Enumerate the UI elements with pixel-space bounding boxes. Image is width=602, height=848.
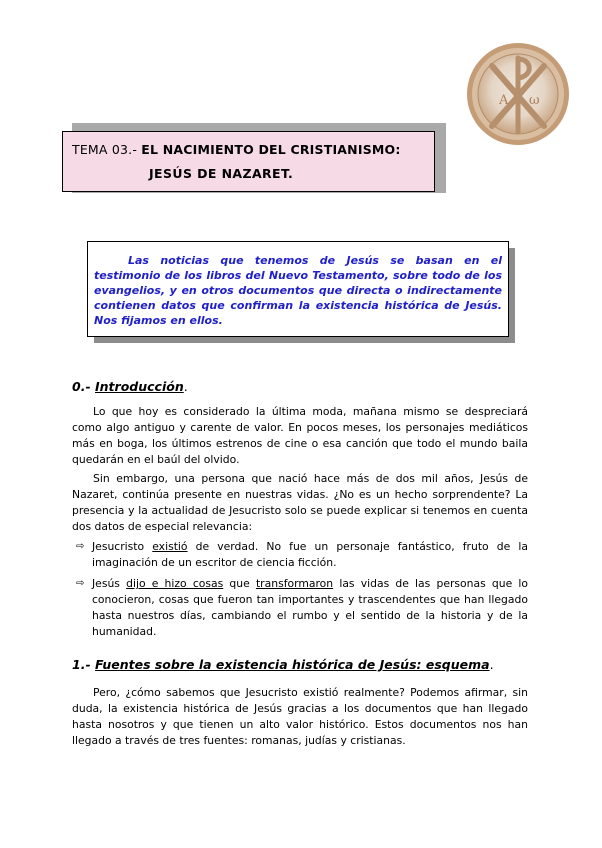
intro-text: Las noticias que tenemos de Jesús se basan en el testimonio de los libros del Nuevo Testamento, sobre todo de los evangelios, y en otros documentos que directa o indirectamente contienen datos que confirman la existencia histórica de Jesús. Nos fijamos en ellos. <box>94 254 502 327</box>
section-title: Fuentes sobre la existencia histórica de Jesús: esquema <box>95 657 490 672</box>
list-item <box>72 576 528 640</box>
alpha-letter: A <box>499 93 509 108</box>
section-number: 0.- <box>72 379 91 394</box>
list-item-text <box>92 539 528 571</box>
text-span: las vidas de las personas que lo conocieron, cosas que fueron tan importantes y trascendentes que han llegado hasta nuestros días, cambiando el rumbo y el sentido de la historia y de la humanidad. <box>92 577 529 638</box>
intro-box <box>87 241 509 337</box>
paragraph: Lo que hoy es considerado la última moda, mañana mismo se despreciará como algo antiguo y carente de valor. En pocos meses, los personajes mediáticos más en boga, los últimos estrenos de cine o esa canción que todo el mundo baila quedarán en el baúl del olvido. <box>72 405 528 466</box>
section-heading-introduccion <box>72 379 188 394</box>
paragraph: Sin embargo, una persona que nació hace más de dos mil años, Jesús de Nazaret, continúa presente en nuestras vidas. ¿No es un hecho sorprendente? La presencia y la actualidad de Jesucristo solo se puede explicar si tenemos en cuenta dos datos de especial relevancia: <box>72 472 528 533</box>
list-item-text <box>92 576 528 640</box>
section-heading-fuentes <box>72 657 494 672</box>
topic-prefix: TEMA 03.- <box>72 142 138 157</box>
section-number: 1.- <box>72 657 91 672</box>
paragraph: Pero, ¿cómo sabemos que Jesucristo existió realmente? Podemos afirmar, sin duda, la existencia histórica de Jesús gracias a los documentos que han llegado hasta nosotros y que tienen un alto valor histórico. Estos documentos nos han llegado a través de tres fuentes: romanas, judías y cristianas. <box>72 686 528 747</box>
underlined-text: existió <box>152 540 188 553</box>
topic-subtitle: JESÚS DE NAZARET. <box>149 166 294 181</box>
section-trail: . <box>489 657 494 672</box>
omega-letter: ω <box>529 93 540 108</box>
underlined-text: transformaron <box>255 577 334 590</box>
list-item <box>72 539 528 571</box>
arrow-bullet-icon: ⇨ <box>76 541 85 552</box>
text-span: Jesucristo <box>92 540 153 553</box>
text-span: Jesús <box>92 577 127 590</box>
text-span: de verdad. No fue un personaje fantástico, fruto de la imaginación de un escritor de ciencia ficción. <box>92 540 528 569</box>
text-span: que <box>223 577 256 590</box>
chi-rho-seal-icon <box>466 42 570 146</box>
topic-title: EL NACIMIENTO DEL CRISTIANISMO: <box>141 142 401 157</box>
topic-heading <box>72 142 401 157</box>
arrow-bullet-icon: ⇨ <box>76 578 85 589</box>
title-box <box>62 131 435 192</box>
section-trail: . <box>183 379 188 394</box>
underlined-text: dijo e hizo cosas <box>126 577 224 590</box>
section-title: Introducción <box>95 379 184 394</box>
